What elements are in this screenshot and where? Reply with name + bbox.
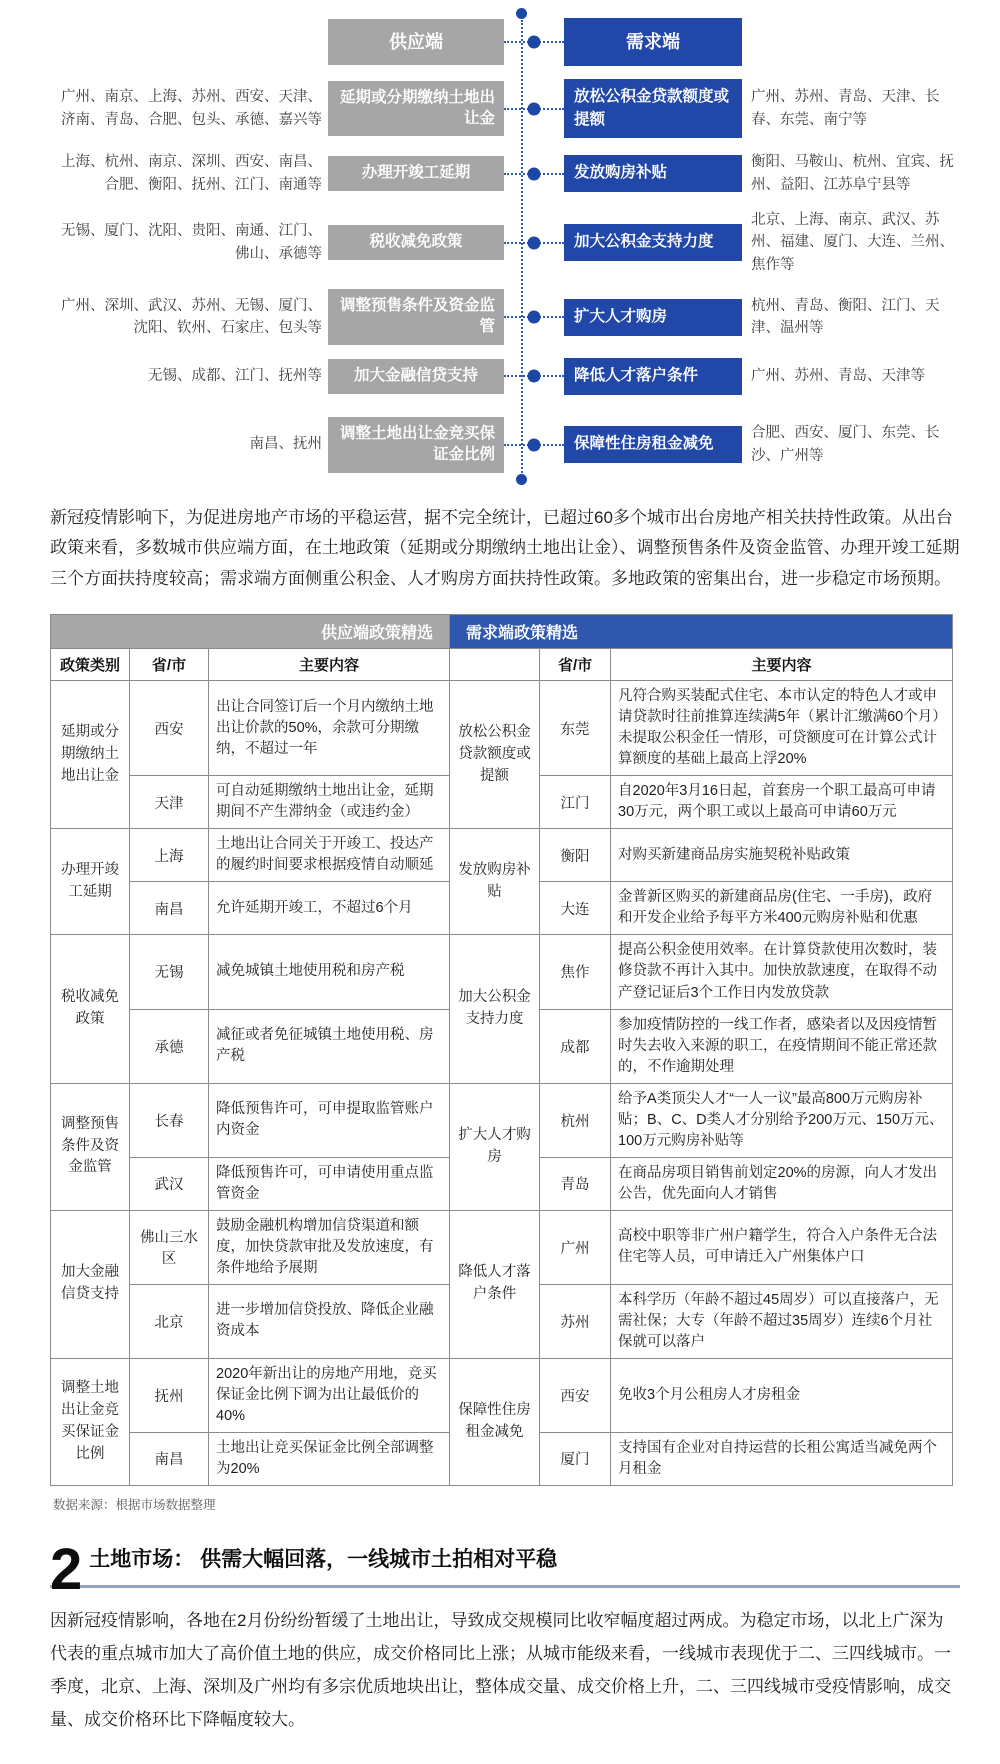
table-row [51, 1358, 953, 1432]
supply-cities-list: 无锡、厦门、沈阳、贵阳、南通、江门、佛山、承德等 [61, 223, 322, 262]
demand-content-cell: 对购买新建商品房实施契税补贴政策 [611, 829, 953, 882]
demand-content-cell: 高校中职等非广州户籍学生，符合入户条件无合法住宅等人员，可申请迁入广州集体户口 [611, 1210, 953, 1284]
section-2-heading [50, 1537, 960, 1603]
demand-category-cell: 扩大人才购房 [450, 1083, 540, 1210]
supply-content-cell: 出让合同签订后一个月内缴纳土地出让价款的50%，余款可分期缴纳，不超过一年 [209, 681, 450, 776]
supply-content-cell: 降低预售许可，可申提取监管账户内资金 [209, 1083, 450, 1157]
supply-city-cell: 承德 [130, 1009, 209, 1083]
supply-content-cell: 允许延期开竣工，不超过6个月 [209, 882, 450, 935]
connector [504, 151, 564, 196]
supply-content-cell: 减免城镇土地使用税和房产税 [209, 935, 450, 1009]
demand-city-cell: 焦作 [540, 935, 611, 1009]
supply-cities-list: 南昌、抚州 [249, 436, 322, 453]
node-dot-icon [516, 474, 527, 485]
demand-content-cell: 金普新区购买的新建商品房(住宅、一手房)，政府和开发企业给予每平方米400元购房补贴和优惠 [611, 882, 953, 935]
supply-band-header: 供应端政策精选 [51, 615, 450, 649]
diagram-row [50, 209, 960, 276]
section-number: 2 [50, 1537, 83, 1603]
diagram-row [50, 79, 960, 138]
section-title: 土地市场： 供需大幅回落，一线城市土拍相对平稳 [89, 1547, 558, 1571]
connector [504, 358, 564, 394]
table-row [51, 935, 953, 1009]
column-header-content2: 主要内容 [611, 649, 953, 681]
supply-category-cell: 加大金融信贷支持 [51, 1210, 130, 1358]
column-header-province: 省/市 [130, 649, 209, 681]
supply-category-cell: 税收减免政策 [51, 935, 130, 1083]
demand-policy-box: 放松公积金贷款额度或提额 [564, 79, 742, 138]
demand-policy-box: 扩大人才购房 [564, 299, 742, 335]
supply-cities-list: 广州、深圳、武汉、苏州、无锡、厦门、沈阳、钦州、石家庄、包头等 [61, 297, 322, 337]
supply-content-cell: 土地出让合同关于开竣工、投达产的履约时间要求根据疫情自动顺延 [209, 829, 450, 882]
demand-city-cell: 西安 [540, 1358, 611, 1432]
supply-cities-list: 广州、南京、上海、苏州、西安、天津、济南、青岛、合肥、包头、承德、嘉兴等 [61, 89, 322, 128]
supply-city-cell: 武汉 [130, 1157, 209, 1210]
demand-category-cell: 放松公积金贷款额度或提额 [450, 681, 540, 829]
supply-city-cell: 西安 [130, 681, 209, 776]
supply-city-cell: 天津 [130, 776, 209, 829]
demand-city-cell: 大连 [540, 882, 611, 935]
demand-cities-list: 衡阳、马鞍山、杭州、宜宾、抚州、益阳、江苏阜宁县等 [751, 154, 954, 193]
connector [504, 289, 564, 345]
supply-city-cell: 佛山三水区 [130, 1210, 209, 1284]
supply-policy-box: 延期或分期缴纳土地出让金 [328, 81, 504, 137]
node-dot-icon [528, 370, 541, 383]
supply-cities-list: 上海、杭州、南京、深圳、西安、南昌、合肥、衡阳、抚州、江门、南通等 [61, 154, 322, 193]
demand-content-cell: 参加疫情防控的一线工作者，感染者以及因疫情暂时失去收入来源的职工，在疫情期间不能正常还款的，不作逾期处理 [611, 1009, 953, 1083]
demand-city-cell: 东莞 [540, 681, 611, 776]
supply-content-cell: 进一步增加信贷投放、降低企业融资成本 [209, 1284, 450, 1358]
supply-category-cell: 办理开竣工延期 [51, 829, 130, 935]
table-row [51, 1210, 953, 1284]
table-band-row [51, 615, 953, 649]
demand-city-cell: 广州 [540, 1210, 611, 1284]
demand-cities-list: 广州、苏州、青岛、天津等 [751, 368, 925, 385]
node-dot-icon [528, 102, 541, 115]
demand-policy-box: 发放购房补贴 [564, 155, 742, 191]
node-dot-icon [528, 236, 541, 249]
column-header-province2: 省/市 [540, 649, 611, 681]
supply-content-cell: 减征或者免征城镇土地使用税、房产税 [209, 1009, 450, 1083]
node-dot-icon [528, 167, 541, 180]
table-row [51, 1083, 953, 1157]
supply-city-cell: 长春 [130, 1083, 209, 1157]
demand-cities-list: 北京、上海、南京、武汉、苏州、福建、厦门、大连、兰州、焦作等 [751, 211, 954, 273]
data-source-note: 数据来源：根据市场数据整理 [53, 1497, 216, 1512]
demand-city-cell: 青岛 [540, 1157, 611, 1210]
demand-content-cell: 在商品房项目销售前划定20%的房源，向人才发出公告，优先面向人才销售 [611, 1157, 953, 1210]
supply-policy-box: 办理开竣工延期 [328, 156, 504, 191]
supply-side-header: 供应端 [328, 19, 504, 65]
demand-content-cell: 凡符合购买装配式住宅、本市认定的特色人才或申请贷款时往前推算连续满5年（累计汇缴满60个月）未提取公积金任一情形，可贷额度可在计算公式计算额度的基础上最高上浮20% [611, 681, 953, 776]
supply-city-cell: 抚州 [130, 1358, 209, 1432]
supply-cities-list: 无锡、成都、江门、抚州等 [148, 368, 322, 385]
supply-content-cell: 鼓励金融机构增加信贷渠道和额度，加快贷款审批及发放速度，有条件地给予展期 [209, 1210, 450, 1284]
demand-content-cell: 自2020年3月16日起，首套房一个职工最高可申请30万元，两个职工或以上最高可申请60万元 [611, 776, 953, 829]
column-header-content: 主要内容 [209, 649, 450, 681]
demand-policy-box: 加大公积金支持力度 [564, 224, 742, 260]
supply-city-cell: 无锡 [130, 935, 209, 1009]
supply-city-cell: 上海 [130, 829, 209, 882]
demand-city-cell: 成都 [540, 1009, 611, 1083]
column-header-blank [450, 649, 540, 681]
table-row [51, 829, 953, 882]
policy-flow-diagram [50, 6, 960, 487]
connector [504, 18, 564, 66]
demand-city-cell: 杭州 [540, 1083, 611, 1157]
demand-city-cell: 厦门 [540, 1432, 611, 1485]
demand-content-cell: 本科学历（年龄不超过45周岁）可以直接落户，无需社保；大专（年龄不超过35周岁）连续6个月社保就可以落户 [611, 1284, 953, 1358]
demand-content-cell: 支持国有企业对自持运营的长租公寓适当减免两个月租金 [611, 1432, 953, 1485]
intro-paragraph: 新冠疫情影响下，为促进房地产市场的平稳运营，据不完全统计，已超过60多个城市出台房地产相关扶持性政策。从出台政策来看，多数城市供应端方面，在土地政策（延期或分期缴纳土地出让金）、调整预售条件及资金监管、办理开竣工延期三个方面扶持度较高；需求端方面侧重公积金、人才购房方面扶持性政策。多地政策的密集出台，进一步稳定市场预期。 [50, 507, 960, 588]
demand-content-cell: 免收3个月公租房人才房租金 [611, 1358, 953, 1432]
supply-city-cell: 南昌 [130, 882, 209, 935]
diagram-row [50, 358, 960, 394]
node-dot-icon [528, 311, 541, 324]
supply-category-cell: 延期或分期缴纳土地出让金 [51, 681, 130, 829]
connector [504, 209, 564, 276]
supply-content-cell: 2020年新出让的房地产用地，竞买保证金比例下调为出让最低价的40% [209, 1358, 450, 1432]
node-dot-icon [528, 438, 541, 451]
demand-city-cell: 江门 [540, 776, 611, 829]
supply-policy-box: 加大金融信贷支持 [328, 359, 504, 394]
supply-policy-box: 调整土地出让金竞买保证金比例 [328, 417, 504, 473]
demand-category-cell: 降低人才落户条件 [450, 1210, 540, 1358]
supply-city-cell: 北京 [130, 1284, 209, 1358]
demand-content-cell: 提高公积金使用效率。在计算贷款使用次数时，装修贷款不再计入其中。加快放款速度，在取得不动产登记证后3个工作日内发放贷款 [611, 935, 953, 1009]
supply-content-cell: 可自动延期缴纳土地出让金，延期期间不产生滞纳金（或违约金） [209, 776, 450, 829]
demand-side-header: 需求端 [564, 18, 742, 66]
demand-policy-box: 降低人才落户条件 [564, 358, 742, 394]
diagram-row [50, 289, 960, 345]
supply-content-cell: 降低预售许可，可申请使用重点监管资金 [209, 1157, 450, 1210]
policy-table [50, 614, 953, 1486]
connector [504, 79, 564, 138]
demand-category-cell: 加大公积金支持力度 [450, 935, 540, 1083]
table-column-header-row [51, 649, 953, 681]
demand-policy-box: 保障性住房租金减免 [564, 426, 742, 462]
diagram-row [50, 151, 960, 196]
demand-category-cell: 发放购房补贴 [450, 829, 540, 935]
supply-category-cell: 调整预售条件及资金监管 [51, 1083, 130, 1210]
supply-policy-box: 调整预售条件及资金监管 [328, 289, 504, 345]
section-2-paragraph: 因新冠疫情影响，各地在2月份纷纷暂缓了土地出让，导致成交规模同比收窄幅度超过两成。为稳定市场，以北上广深为代表的重点城市加大了高价值土地的供应，成交价格同比上涨；从城市能级来看，一线城市表现优于二、三四线城市。一季度，北京、上海、深圳及广州均有多宗优质地块出让，整体成交量、成交价格上升，二、三四线城市受疫情影响，成交量、成交价格环比下降幅度较大。 [50, 1610, 951, 1730]
demand-cities-list: 合肥、西安、厦门、东莞、长沙、广州等 [751, 425, 940, 464]
table-row [51, 681, 953, 776]
demand-cities-list: 杭州、青岛、衡阳、江门、天津、温州等 [751, 297, 940, 337]
supply-category-cell: 调整土地出让金竞买保证金比例 [51, 1358, 130, 1485]
diagram-row [50, 417, 960, 473]
diagram-header-row [50, 18, 960, 66]
demand-city-cell: 苏州 [540, 1284, 611, 1358]
demand-content-cell: 给予A类顶尖人才“一人一议”最高800万元购房补贴；B、C、D类人才分别给予200万元、150万元、100万元购房补贴等 [611, 1083, 953, 1157]
demand-city-cell: 衡阳 [540, 829, 611, 882]
demand-category-cell: 保障性住房租金减免 [450, 1358, 540, 1485]
demand-cities-list: 广州、苏州、青岛、天津、长春、东莞、南宁等 [751, 89, 940, 128]
node-dot-icon [528, 36, 541, 49]
column-header-category: 政策类别 [51, 649, 130, 681]
supply-policy-box: 税收减免政策 [328, 225, 504, 260]
supply-city-cell: 南昌 [130, 1432, 209, 1485]
supply-content-cell: 土地出让竞买保证金比例全部调整为20% [209, 1432, 450, 1485]
connector [504, 417, 564, 473]
demand-band-header: 需求端政策精选 [450, 615, 953, 649]
